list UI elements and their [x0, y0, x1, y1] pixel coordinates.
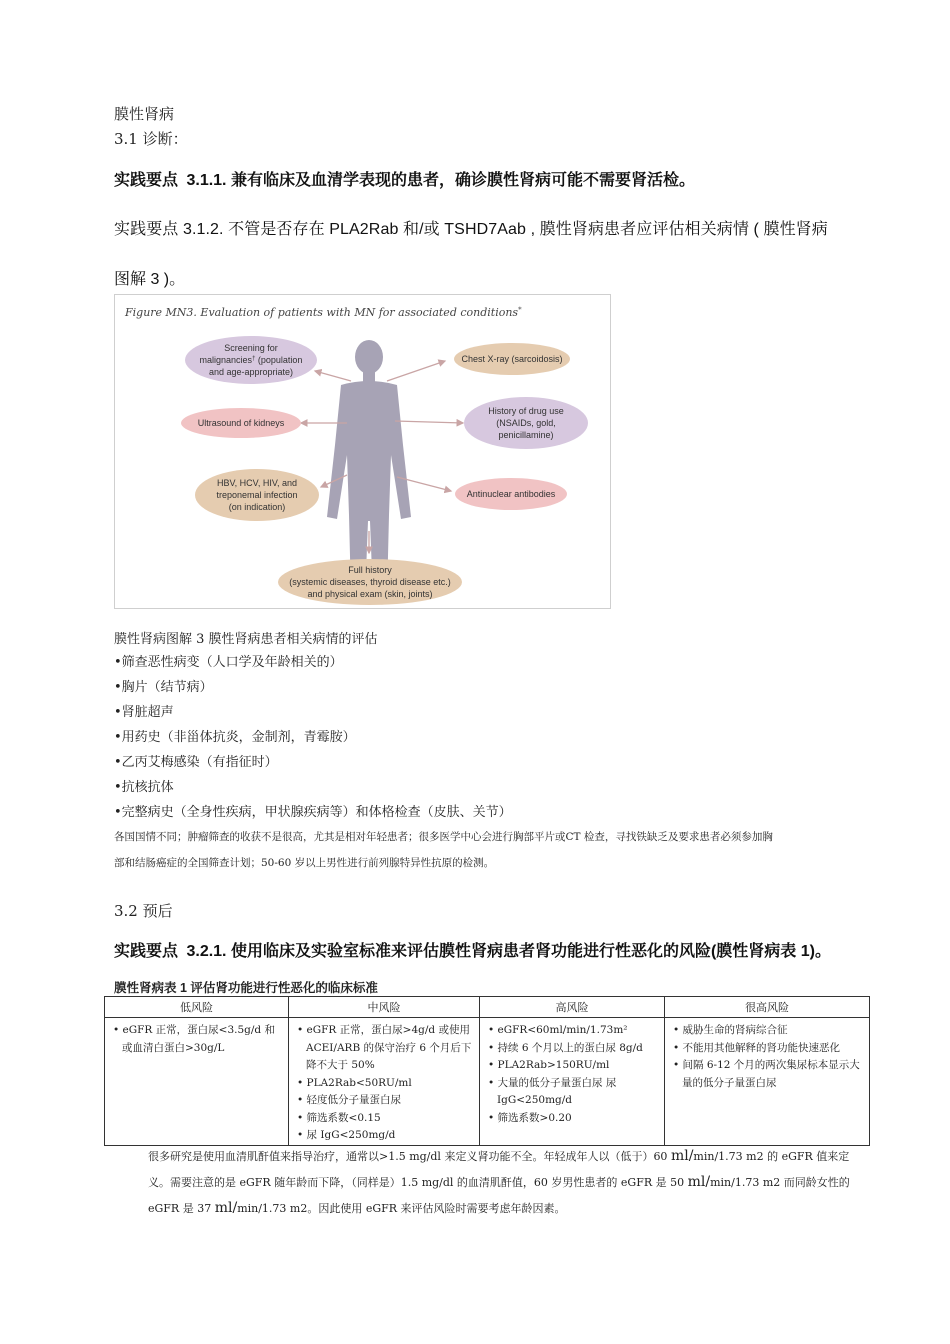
list-item: • eGFR 正常，蛋白尿>4g/d 或使用 ACEI/ARB 的保守治疗 6 个月后下降不大于 50%: [297, 1022, 473, 1075]
bubble-malignancy-screening: [185, 336, 317, 384]
list-item: • 轻度低分子量蛋白尿: [297, 1092, 473, 1110]
section-3-1-title: 3.1 诊断：: [114, 130, 188, 148]
list-item: • eGFR<60ml/min/1.73m²: [488, 1022, 658, 1040]
bubble-antinuclear-antibodies: [455, 478, 567, 510]
svg-text:(on indication): (on indication): [228, 502, 286, 512]
figure-mn3: [114, 294, 611, 609]
footnote-line-2: 义。需要注意的是 eGFR 随年龄而下降，（同样是）1.5 mg/dl 的血清肌酐值，60 岁男性患者的 eGFR 是 50 ml/min/1.73 m2 而同龄女性的: [148, 1174, 850, 1190]
practice-point-text: 兼有临床及血清学表现的患者，确诊膜性肾病可能不需要肾活检。: [230, 172, 695, 189]
svg-text:(NSAIDs, gold,: (NSAIDs, gold,: [496, 418, 556, 428]
list-item: • eGFR 正常，蛋白尿<3.5g/d 和或血清白蛋白>30g/L: [113, 1022, 282, 1057]
note-line-1: 各国国情不同；肿瘤筛查的收获不是很高，尤其是相对年轻患者；很多医学中心会进行胸部平片或CT 检查，寻找铁缺乏及要求患者必须参加胸: [114, 831, 773, 843]
arrow-to-chest-xray: [387, 361, 445, 381]
bubble-infection: [195, 469, 319, 521]
bullet-list: [114, 650, 512, 825]
arrow-to-drug-history: [395, 421, 463, 423]
practice-point-number: 3.1.1.: [186, 172, 227, 189]
list-item: •用药史（非甾体抗炎，金制剂，青霉胺）: [114, 730, 356, 745]
list-item: •抗核抗体: [114, 780, 174, 795]
risk-table: [104, 996, 870, 1146]
list-item: • PLA2Rab<50RU/ml: [297, 1075, 473, 1093]
list-item: • 筛选系数>0.20: [488, 1110, 658, 1128]
list-item: • 威胁生命的肾病综合征: [673, 1022, 863, 1040]
header-low-risk: 低风险: [105, 997, 289, 1018]
list-item: • 不能用其他解释的肾功能快速恶化: [673, 1040, 863, 1058]
table-header-row: [105, 997, 870, 1018]
figure-caption: 膜性肾病图解 3 膜性肾病患者相关病情的评估: [114, 632, 378, 647]
svg-text:Ultrasound of kidneys: Ultrasound of kidneys: [197, 418, 285, 428]
cell-high-risk: [480, 1018, 665, 1146]
figure-title: Figure MN3. Evaluation of patients with MN for associated conditions*: [125, 306, 522, 319]
bubble-drug-history: [464, 397, 588, 449]
svg-text:HBV, HCV, HIV, and: HBV, HCV, HIV, and: [216, 478, 298, 488]
list-item: • 持续 6 个月以上的蛋白尿 8g/d: [488, 1040, 658, 1058]
svg-text:(systemic diseases, thyroid di: (systemic diseases, thyroid disease etc.): [289, 577, 451, 587]
bubble-ultrasound: [181, 408, 301, 438]
cell-moderate-risk: [289, 1018, 480, 1146]
svg-text:Screening for: Screening for: [224, 343, 278, 353]
practice-point-3-2-1: [114, 938, 831, 961]
list-item: • 筛选系数<0.15: [297, 1110, 473, 1128]
section-3-2-title: 3.2 预后: [114, 902, 173, 920]
practice-point-3-1-2-line1: 实践要点 3.1.2. 不管是否存在 PLA2Rab 和/或 TSHD7Aab , 膜性肾病患者应评估相关病情 ( 膜性肾病: [114, 221, 828, 238]
svg-text:treponemal infection: treponemal infection: [216, 490, 298, 500]
footnote-line-3: eGFR 是 37 ml/min/1.73 m2。因此使用 eGFR 来评估风险时需要考虑年龄因素。: [148, 1200, 566, 1216]
arrow-to-malignancy: [315, 371, 351, 381]
svg-text:Full history: Full history: [348, 565, 392, 575]
note-line-2: 部和结肠癌症的全国筛查计划；50-60 岁以上男性进行前列腺特异性抗原的检测。: [114, 857, 495, 869]
bubble-full-history: [278, 559, 462, 605]
cell-low-risk: [105, 1018, 289, 1146]
list-item: •完整病史（全身性疾病，甲状腺疾病等）和体格检查（皮肤、关节）: [114, 805, 512, 820]
header-high-risk: 高风险: [480, 997, 665, 1018]
svg-text:malignancies† (population: malignancies† (population: [199, 355, 303, 365]
svg-text:and age-appropriate): and age-appropriate): [208, 367, 294, 377]
svg-text:History of drug use: History of drug use: [488, 406, 564, 416]
svg-text:Antinuclear antibodies: Antinuclear antibodies: [466, 489, 556, 499]
list-item: •胸片（结节病）: [114, 680, 213, 695]
practice-point-prefix: 实践要点: [114, 943, 179, 960]
bubble-chest-xray: [454, 343, 570, 375]
svg-text:and physical exam (skin, joint: and physical exam (skin, joints): [307, 589, 433, 599]
list-item: • 大量的低分子量蛋白尿 尿 IgG<250mg/d: [488, 1075, 658, 1110]
table-row: [105, 1018, 870, 1146]
figure-mn3-svg: [115, 295, 610, 608]
list-item: • PLA2Rab>150RU/ml: [488, 1057, 658, 1075]
header-very-high-risk: 很高风险: [665, 997, 870, 1018]
footnote-line-1: 很多研究是使用血清肌酐值来指导治疗，通常以>1.5 mg/dl 来定义肾功能不全。年轻成年人以（低于）60 ml/min/1.73 m2 的 eGFR 值来定: [148, 1148, 850, 1164]
svg-text:Chest X-ray (sarcoidosis): Chest X-ray (sarcoidosis): [461, 354, 563, 364]
svg-text:penicillamine): penicillamine): [498, 430, 554, 440]
practice-point-3-1-1: [114, 167, 695, 190]
document-heading: 膜性肾病: [114, 105, 175, 123]
list-item: •肾脏超声: [114, 705, 174, 720]
practice-point-number: 3.2.1.: [186, 943, 227, 960]
cell-very-high-risk: [665, 1018, 870, 1146]
list-item: • 间隔 6-12 个月的两次集尿标本显示大量的低分子量蛋白尿: [673, 1057, 863, 1092]
list-item: • 尿 IgG<250mg/d: [297, 1127, 473, 1145]
list-item: •乙丙艾梅感染（有指征时）: [114, 755, 278, 770]
list-item: •筛查恶性病变（人口学及年龄相关的）: [114, 655, 343, 670]
table-title: 膜性肾病表 1 评估肾功能进行性恶化的临床标准: [114, 981, 378, 995]
practice-point-text: 使用临床及实验室标准来评估膜性肾病患者肾功能进行性恶化的风险(膜性肾病表 1)。: [230, 943, 831, 960]
practice-point-prefix: 实践要点: [114, 172, 179, 189]
practice-point-3-1-2-line2: 图解 3 )。: [114, 271, 186, 288]
header-moderate-risk: 中风险: [289, 997, 480, 1018]
